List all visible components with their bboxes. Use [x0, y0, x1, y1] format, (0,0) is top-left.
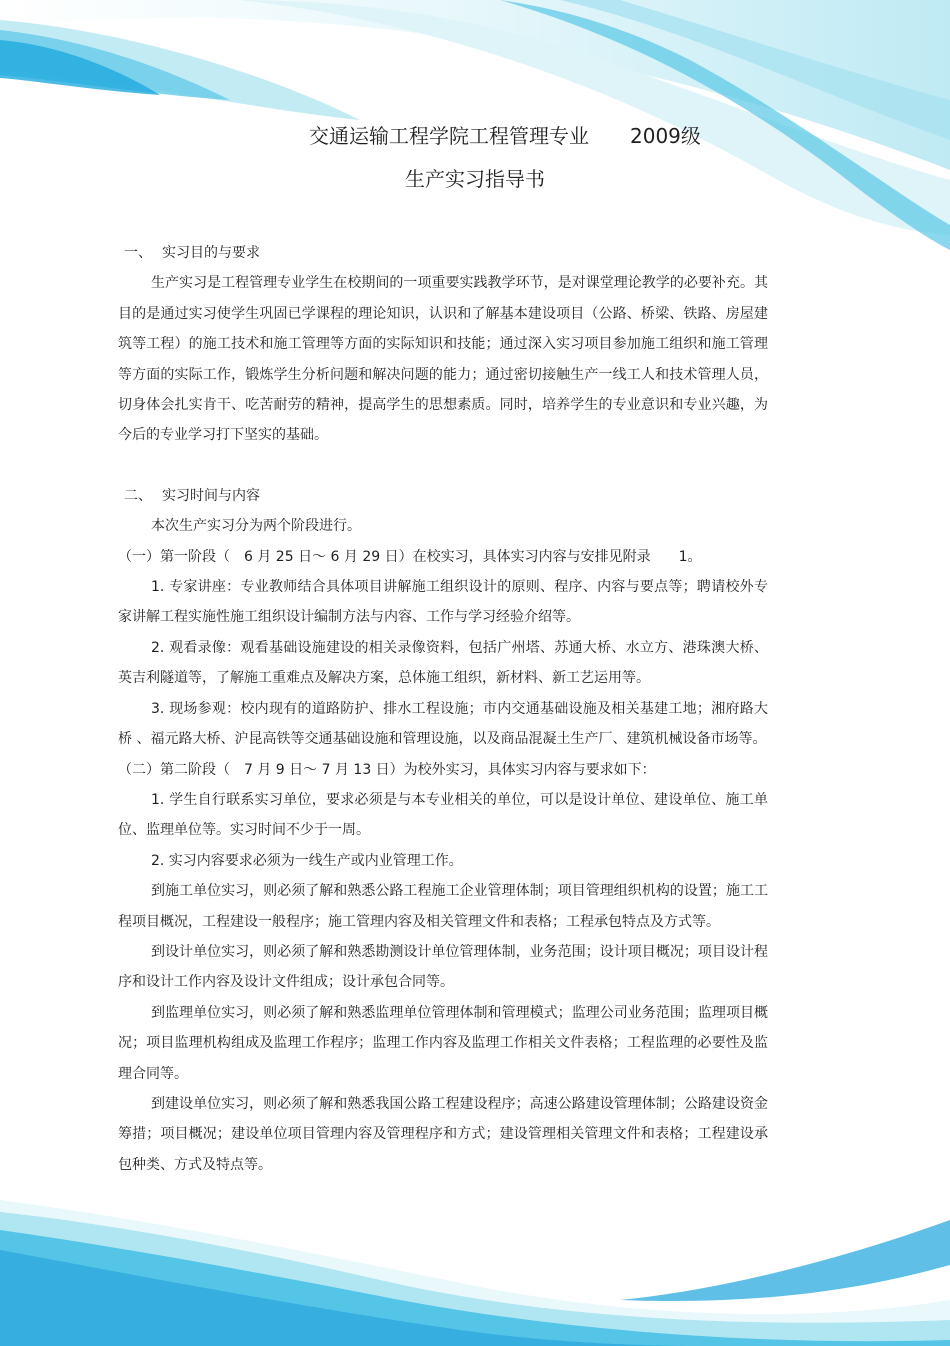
stage1-item-1: 1. 专家讲座：专业教师结合具体项目讲解施工组织设计的原则、程序、内容与要点等；聘请校外专家讲解工程实施性施工组织设计编制方法与内容、工作与学习经验介绍等。: [118, 579, 768, 626]
title-year-text: 2009级: [630, 124, 701, 148]
title-main-text: 交通运输工程学院工程管理专业: [309, 124, 589, 148]
stage2-item-2: 2. 实习内容要求必须为一线生产或内业管理工作。: [151, 852, 463, 869]
stage2-item-1: 1. 学生自行联系实习单位，要求必须是与本专业相关的单位，可以是设计单位、建设单位、施工单位、监理单位等。实习时间不少于一周。: [118, 791, 768, 839]
section2-heading: [118, 481, 768, 511]
supervision-unit-paragraph: 到监理单位实习，则必须了解和熟悉监理单位管理体制和管理模式；监理公司业务范围；监理项目概况；项目监理机构组成及监理工作程序；监理工作内容及监理工作相关文件表格；工程监理的必要性及监理合同等。: [118, 1004, 768, 1082]
section2-heading-text: 实习时间与内容: [162, 487, 260, 504]
stage1-heading: （一）第一阶段（ 6 月 25 日～ 6 月 29 日）在校实习，具体实习内容与安排见附录 1。: [118, 548, 702, 565]
stage2-heading: （二）第二阶段（ 7 月 9 日～ 7 月 13 日）为校外实习，具体实习内容与要求如下：: [118, 761, 656, 778]
section2-heading-number: 二、: [124, 487, 152, 504]
owner-unit-paragraph: 到建设单位实习，则必须了解和熟悉我国公路工程建设程序；高速公路建设管理体制；公路建设资金筹措；项目概况；建设单位项目管理内容及管理程序和方式；建设管理相关管理文件和表格；工程建设承包种类、方式及特点等。: [118, 1095, 768, 1173]
section1-heading-number: 一、: [124, 245, 152, 261]
section2-intro: 本次生产实习分为两个阶段进行。: [151, 518, 361, 535]
section1-heading-text: 实习目的与要求: [162, 245, 260, 261]
stage1-item-3: 3. 现场参观：校内现有的道路防护、排水工程设施；市内交通基础设施及相关基建工地；湘府路大桥 、福元路大桥、沪昆高铁等交通基础设施和管理设施，以及商品混凝土生产厂、建筑机械设备市场等。: [118, 700, 768, 748]
document-body: [118, 238, 768, 1180]
document-title-line2: 生产实习指导书: [405, 167, 545, 191]
stage1-item-2: 2. 观看录像：观看基础设施建设的相关录像资料，包括广州塔、苏通大桥、水立方、港珠澳大桥、英吉利隧道等，了解施工重难点及解决方案，总体施工组织，新材料、新工艺运用等。: [118, 639, 768, 687]
section1-heading: [118, 238, 768, 268]
construction-unit-paragraph: 到施工单位实习，则必须了解和熟悉公路工程施工企业管理体制；项目管理组织机构的设置；施工工程项目概况，工程建设一般程序；施工管理内容及相关管理文件和表格；工程承包特点及方式等。: [118, 883, 768, 930]
design-unit-paragraph: 到设计单位实习，则必须了解和熟悉勘测设计单位管理体制，业务范围；设计项目概况；项目设计程序和设计工作内容及设计文件组成；设计承包合同等。: [118, 943, 768, 991]
section1-paragraph: 生产实习是工程管理专业学生在校期间的一项重要实践教学环节，是对课堂理论教学的必要补充。其目的是通过实习使学生巩固已学课程的理论知识，认识和了解基本建设项目（公路、桥梁、铁路、房屋建筑等工程）的施工技术和施工管理等方面的实际知识和技能；通过深入实习项目参加施工组织和施工管理等方面的实际工作，锻炼学生分析问题和解决问题的能力；通过密切接触生产一线工人和技术管理人员，切身体会扎实肯干、吃苦耐劳的精神，提高学生的思想素质。同时，培养学生的专业意识和专业兴趣，为今后的专业学习打下坚实的基础。: [118, 275, 768, 444]
